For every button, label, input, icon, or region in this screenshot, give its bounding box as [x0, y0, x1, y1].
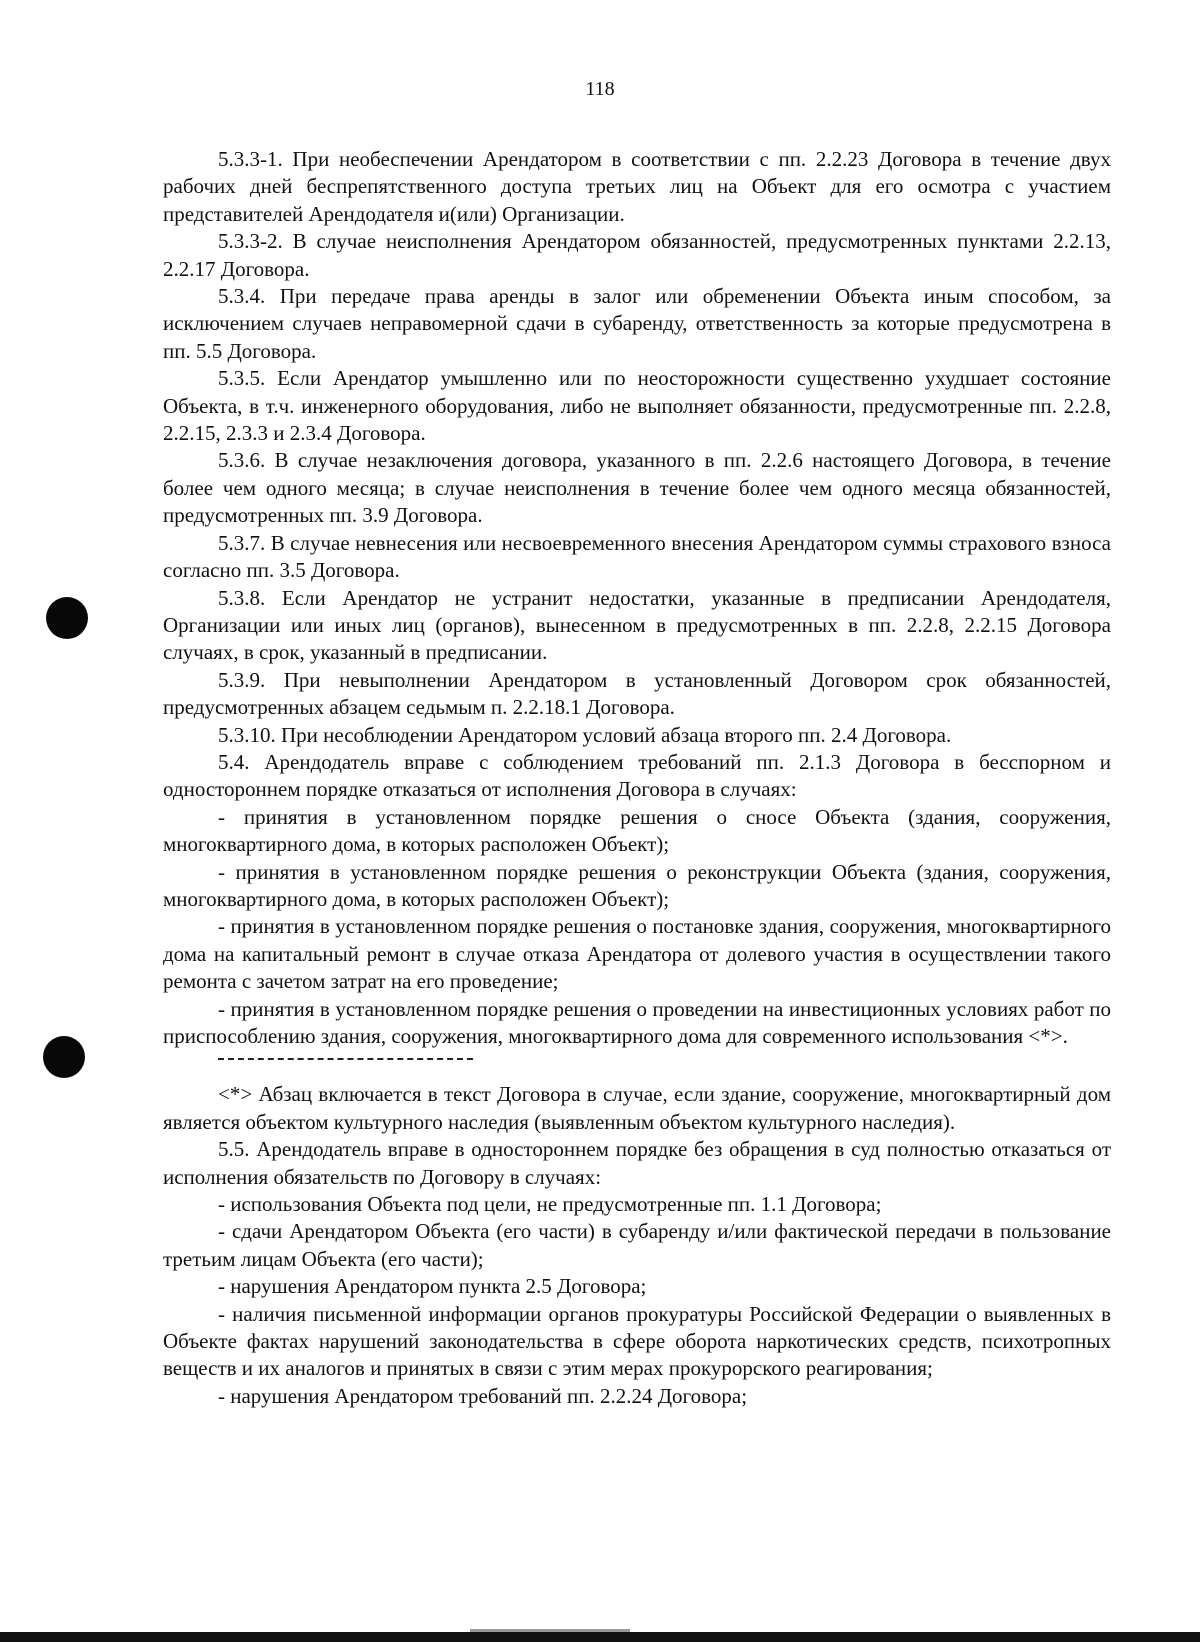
footnote-separator: [218, 1058, 473, 1060]
page-number: 118: [585, 78, 615, 100]
paragraph: 5.3.4. При передаче права аренды в залог или обременении Объекта иным способом, за исключением случаев неправомерной сдачи в субаренду, ответственность за которые предусмотрена в пп. 5.5 Договора.: [163, 284, 1111, 363]
punch-hole: [46, 597, 88, 639]
punch-hole: [43, 1036, 85, 1078]
list-item: - использования Объекта под цели, не предусмотренные пп. 1.1 Договора;: [218, 1192, 882, 1217]
footnote: <*> Абзац включается в текст Договора в случае, если здание, сооружение, многоквартирный дом является объектом культурного наследия (выявленным объектом культурного наследия).: [163, 1082, 1111, 1134]
paragraph: 5.3.7. В случае невнесения или несвоевременного внесения Арендатором суммы страхового взноса согласно пп. 3.5 Договора.: [163, 530, 1111, 583]
list-item: - нарушения Арендатором требований пп. 2.2.24 Договора;: [218, 1383, 748, 1408]
list-item: - принятия в установленном порядке решения о проведении на инвестиционных условиях работ по приспособлению здания, сооружения, многоквартирного дома для современного использования <*>.: [163, 996, 1111, 1048]
paragraph: 5.3.10. При несоблюдении Арендатором условий абзаца второго пп. 2.4 Договора.: [218, 722, 952, 747]
paragraph: 5.5. Арендодатель вправе в одностороннем порядке без обращения в суд полностью отказаться от исполнения обязательств по Договору в случаях:: [163, 1137, 1111, 1189]
list-item: - нарушения Арендатором пункта 2.5 Договора;: [218, 1274, 647, 1299]
document-body: [163, 146, 1111, 1410]
paragraph: 5.3.5. Если Арендатор умышленно или по неосторожности существенно ухудшает состояние Объекта, в т.ч. инженерного оборудования, либо не выполняет обязанности, предусмотренные пп. 2.2.8, 2.2.15, 2.3.3 и 2.3.4 Договора.: [163, 366, 1111, 446]
paragraph: 5.3.3-2. В случае неисполнения Арендатором обязанностей, предусмотренных пунктами 2.2.13, 2.2.17 Договора.: [163, 229, 1111, 281]
list-item: - наличия письменной информации органов прокуратуры Российской Федерации о выявленных в Объекте фактах нарушений законодательства в сфере оборота наркотических средств, психотропных веществ и их аналогов и принятых в связи с этим мерах прокурорского реагирования;: [163, 1301, 1111, 1381]
paragraph: 5.3.6. В случае незаключения договора, указанного в пп. 2.2.6 настоящего Договора, в течение более чем одного месяца; в случае неисполнения в течение более чем одного месяца обязанностей, предусмотренных пп. 3.9 Договора.: [163, 448, 1111, 528]
paragraph: 5.3.8. Если Арендатор не устранит недостатки, указанные в предписании Арендодателя, Организации или иных лиц (органов), вынесенном в предусмотренных в пп. 2.2.8, 2.2.15 Договора случаях, в срок, указанный в предписании.: [163, 585, 1111, 665]
paragraph: 5.3.3-1. При необеспечении Арендатором в соответствии с пп. 2.2.23 Договора в течение двух рабочих дней беспрепятственного доступа третьих лиц на Объект для его осмотра с участием представителей Арендодателя и(или) Организации.: [163, 147, 1111, 226]
list-item: - принятия в установленном порядке решения о постановке здания, сооружения, многоквартирного дома на капитальный ремонт в случае отказа Арендатора от долевого участия в осуществлении такого ремонта с зачетом затрат на его проведение;: [163, 914, 1111, 994]
paragraph: 5.3.9. При невыполнении Арендатором в установленный Договором срок обязанностей, предусмотренных абзацем седьмым п. 2.2.18.1 Договора.: [163, 667, 1111, 720]
scan-edge-mark: [470, 1629, 630, 1632]
paragraph: 5.4. Арендодатель вправе с соблюдением требований пп. 2.1.3 Договора в бесспорном и одностороннем порядке отказаться от исполнения Договора в случаях:: [163, 749, 1111, 802]
list-item: - принятия в установленном порядке решения о сносе Объекта (здания, сооружения, многоквартирного дома, в которых расположен Объект);: [163, 804, 1111, 857]
list-item: - сдачи Арендатором Объекта (его части) в субаренду и/или фактической передачи в пользование третьим лицам Объекта (его части);: [163, 1219, 1111, 1271]
list-item: - принятия в установленном порядке решения о реконструкции Объекта (здания, сооружения, многоквартирного дома, в которых расположен Объект);: [163, 859, 1111, 911]
scan-bottom-edge: [0, 1632, 1200, 1642]
